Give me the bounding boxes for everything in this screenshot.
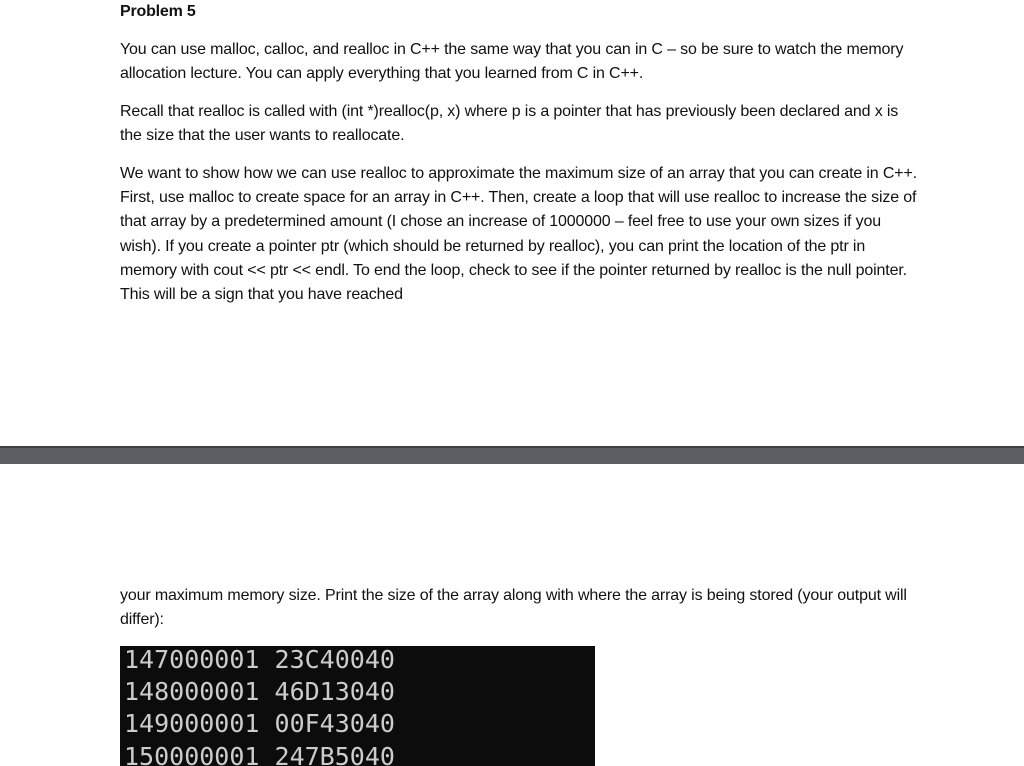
console-output: [120, 646, 595, 766]
paragraph-realloc-syntax: Recall that realloc is called with (int *)realloc(p, x) where p is a pointer that has previously been declared and x is the size that the user wants to reallocate.: [120, 103, 899, 145]
console-line: 149000001 00F43040: [124, 709, 395, 738]
problem-heading: Problem 5: [120, 3, 196, 20]
console-line: 147000001 23C40040: [124, 646, 395, 674]
page-separator: [0, 446, 1024, 466]
paragraph-task-description: We want to show how we can use realloc to approximate the maximum size of an array that you can create in C++. First, use malloc to create space for an array in C++. Then, create a loop that will use realloc to increase the size of that array by a predetermined amount (I chose an increase of 1000000 – feel free to use your own sizes if you wish). If you create a pointer ptr (which should be returned by realloc), you can print the location of the ptr in memory with cout << ptr << endl. To end the loop, check to see if the pointer returned by realloc is the null pointer. This will be a sign that you have reached: [120, 165, 917, 304]
paragraph-malloc-intro: You can use malloc, calloc, and realloc in C++ the same way that you can in C – so be sure to watch the memory allocation lecture. You can apply everything that you learned from C in C++.: [120, 41, 904, 83]
console-line: 148000001 46D13040: [124, 677, 395, 706]
paragraph-continuation: your maximum memory size. Print the size of the array along with where the array is being stored (your output will differ):: [120, 587, 907, 629]
console-line: 150000001 247B5040: [124, 742, 395, 766]
document-page-2: [0, 464, 1024, 766]
